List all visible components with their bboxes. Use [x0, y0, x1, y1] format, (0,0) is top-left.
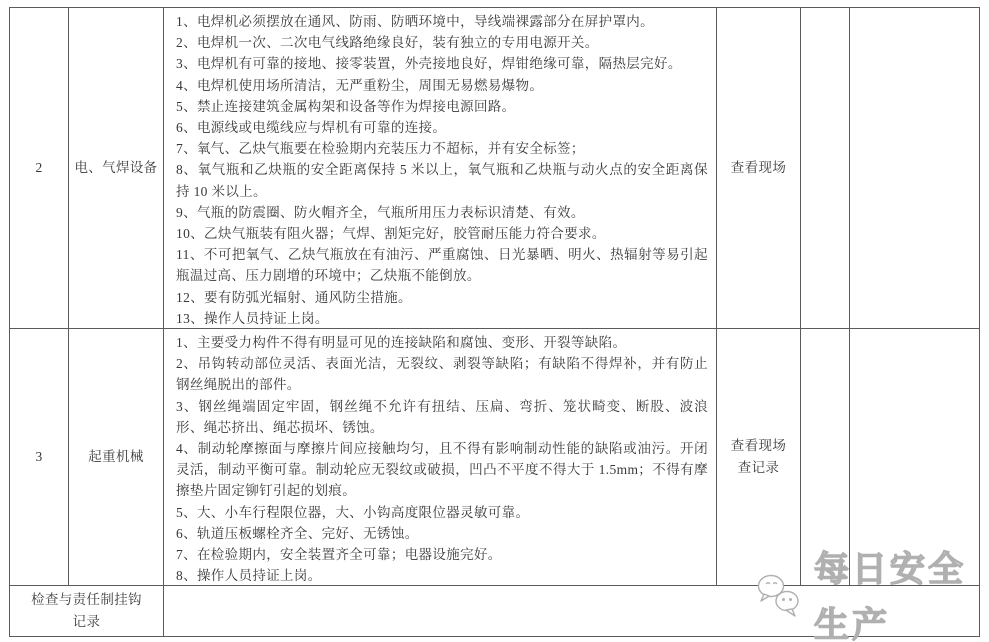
row-number-cell: 3: [10, 329, 69, 586]
inspection-item: 13、操作人员持证上岗。: [176, 310, 329, 326]
inspection-item: 6、电源线或电缆线应与焊机有可靠的连接。: [176, 120, 447, 136]
row-number-cell: 2: [10, 8, 69, 329]
equipment-name-cell: 起重机械: [69, 329, 164, 586]
inspection-items-cell: [164, 8, 717, 329]
inspection-item: 5、大、小车行程限位器，大、小钩高度限位器灵敏可靠。: [176, 504, 530, 520]
method-line: 查看现场: [730, 438, 787, 453]
inspection-item: 2、电焊机一次、二次电气线路绝缘良好，装有独立的专用电源开关。: [176, 35, 599, 51]
watermark-text: 每日安全生产: [814, 550, 967, 642]
inspection-item: 5、禁止连接建筑金属构架和设备等作为焊接电源回路。: [176, 98, 516, 114]
inspection-item: 7、氧气、乙炔气瓶要在检验期内充装压力不超标，并有安全标签；: [176, 141, 585, 157]
inspection-item: 12、要有防弧光辐射、通风防尘措施。: [176, 289, 412, 305]
empty-result-cell: [801, 8, 850, 329]
inspection-items-cell: [164, 329, 717, 586]
inspection-item: 10、乙炔气瓶装有阻火器；气焊、割矩完好，胶管耐压能力符合要求。: [176, 226, 606, 242]
footer-label-line: 检查与责任制挂钩: [31, 592, 142, 607]
equipment-name-cell: 电、气焊设备: [69, 8, 164, 329]
inspection-item: 1、电焊机必须摆放在通风、防雨、防晒环境中，导线端裸露部分在屏护罩内。: [176, 14, 654, 29]
method-line: 查看现场: [730, 160, 787, 175]
inspection-item: 2、吊钩转动部位灵活、表面光洁，无裂纹、剥裂等缺陷；有缺陷不得焊补，并有防止钢丝绳脱出的部件。: [176, 356, 708, 393]
inspection-item: 3、电焊机有可靠的接地、接零装置，外壳接地良好，焊钳绝缘可靠，隔热层完好。: [176, 56, 682, 72]
inspection-method-cell: [717, 329, 801, 586]
footer-label-cell: [10, 586, 164, 636]
footer-label-line: 记录: [72, 614, 101, 629]
inspection-item: 4、制动轮摩擦面与摩擦片间应接触均匀，且不得有影响制动性能的缺陷或油污。开闭灵活，制动平衡可靠。制动轮应无裂纹或破损，凹凸不平度不得大于 1.5mm；不得有摩擦垫片固定铆钉引起的划痕。: [176, 441, 708, 499]
inspection-item: 9、气瓶的防震圈、防火帽齐全，气瓶所用压力表标识清楚、有效。: [176, 204, 585, 220]
inspection-item: 4、电焊机使用场所清洁，无严重粉尘，周围无易燃易爆物。: [176, 77, 544, 93]
inspection-method-cell: [717, 8, 801, 329]
inspection-item: 11、不可把氧气、乙炔气瓶放在有油污、严重腐蚀、日光暴晒、明火、热辐射等易引起瓶温过高、压力剧增的环境中；乙炔瓶不能倒放。: [176, 247, 708, 284]
inspection-item: 3、钢丝绳端固定牢固，钢丝绳不允许有扭结、压扁、弯折、笼状畸变、断股、波浪形、绳芯挤出、绳芯损坏、锈蚀。: [176, 398, 708, 435]
method-line: 查记录: [737, 460, 780, 475]
inspection-item: 8、氧气瓶和乙炔瓶的安全距离保持 5 米以上，氧气瓶和乙炔瓶与动火点的安全距离保持 10 米以上。: [176, 162, 708, 199]
inspection-item: 1、主要受力构件不得有明显可见的连接缺陷和腐蚀、变形、开裂等缺陷。: [176, 335, 627, 350]
inspection-item: 6、轨道压板螺栓齐全、完好、无锈蚀。: [176, 525, 419, 541]
watermark: [756, 550, 989, 642]
inspection-item: 8、操作人员持证上岗。: [176, 568, 322, 584]
empty-remark-cell: [850, 8, 979, 329]
wechat-chat-bubbles-icon: [756, 571, 808, 626]
inspection-item: 7、在检验期内，安全装置齐全可靠；电器设施完好。: [176, 547, 502, 563]
